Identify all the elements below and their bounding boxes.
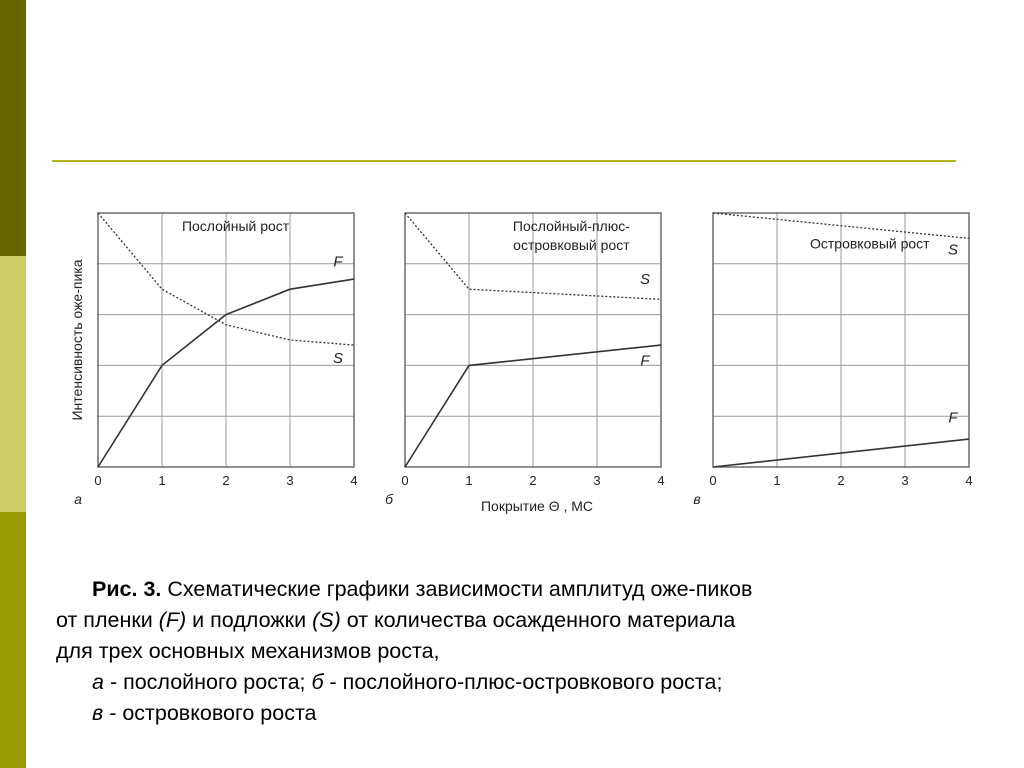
panel-letter: а <box>74 491 82 507</box>
caption-text: - островкового роста <box>103 701 317 725</box>
x-tick-label: 0 <box>709 473 717 488</box>
x-tick-label: 2 <box>222 473 230 488</box>
caption-letter-a: а <box>92 670 104 694</box>
caption-text: для трех основных механизмов роста, <box>56 639 440 663</box>
chart-panel <box>74 213 358 507</box>
caption-text: от пленки <box>56 608 159 632</box>
series-label-f: F <box>948 409 958 427</box>
series-label-s: S <box>639 271 651 289</box>
x-tick-label: 1 <box>773 473 781 488</box>
x-tick-label: 4 <box>965 473 973 488</box>
x-tick-label: 1 <box>465 473 473 488</box>
series-label-f: F <box>640 352 650 370</box>
caption-line-1-text: Схематические графики зависимости амплитуд оже-пиков <box>161 577 753 601</box>
caption-film-symbol: (F) <box>158 608 187 632</box>
caption-letter-v: в <box>92 701 104 725</box>
series-label-s: S <box>332 349 344 367</box>
series-label-f: F <box>333 253 343 271</box>
caption-letter-b: б <box>311 670 324 694</box>
y-axis-label: Интенсивность оже-пика <box>69 259 85 421</box>
caption-line-2 <box>56 605 996 636</box>
caption-text: - послойного роста; <box>103 670 312 694</box>
x-tick-label: 4 <box>350 473 358 488</box>
figure-caption <box>56 574 996 729</box>
caption-text: и подложки <box>186 608 313 632</box>
panel-letter: б <box>385 491 393 507</box>
x-tick-label: 1 <box>158 473 166 488</box>
chart-title: Послойный рост <box>181 217 290 234</box>
chart-panel <box>385 213 665 507</box>
x-tick-label: 2 <box>529 473 537 488</box>
chart-panel <box>693 213 972 507</box>
x-tick-label: 0 <box>401 473 409 488</box>
caption-text: от количества осажденного материала <box>340 608 736 632</box>
caption-substrate-symbol: (S) <box>312 608 341 632</box>
caption-line-4 <box>56 667 996 698</box>
x-axis-label: Покрытие Θ , МС <box>480 498 594 514</box>
caption-line-5 <box>56 698 996 729</box>
x-tick-label: 2 <box>837 473 845 488</box>
chart-title: Островковый рост <box>810 235 930 252</box>
caption-line-3 <box>56 636 996 667</box>
panel-letter: в <box>693 491 701 507</box>
caption-line-1 <box>56 574 996 605</box>
chart-title: островковый рост <box>513 236 630 253</box>
x-tick-label: 3 <box>593 473 601 488</box>
chart-title: Послойный-плюс- <box>512 217 630 234</box>
x-tick-label: 4 <box>657 473 665 488</box>
x-tick-label: 3 <box>901 473 909 488</box>
caption-label: Рис. 3. <box>92 577 162 601</box>
series-label-s: S <box>947 241 959 259</box>
caption-text: - послойного-плюс-островкового роста; <box>323 670 723 694</box>
x-tick-label: 0 <box>94 473 102 488</box>
x-tick-label: 3 <box>286 473 294 488</box>
